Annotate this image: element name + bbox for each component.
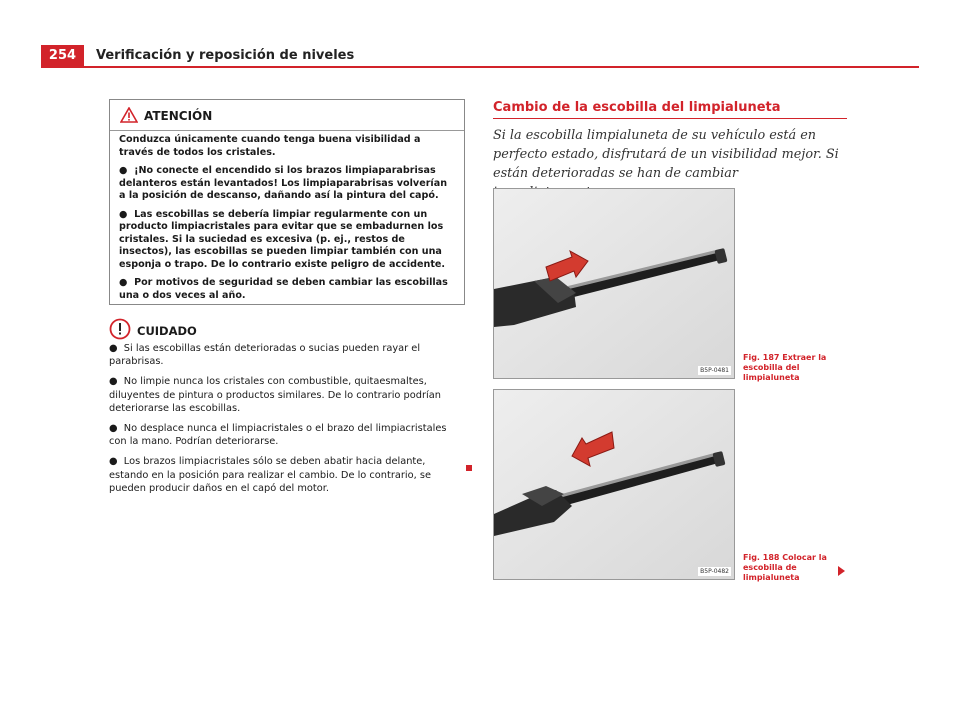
- section-rule: [493, 118, 847, 119]
- header-rule: [41, 66, 919, 68]
- list-item: ● No desplace nunca el limpiacristales o el brazo del limpiacristales con la mano. Podrían deteriorarse.: [109, 423, 447, 448]
- figure-188: [493, 389, 735, 580]
- list-item: ● ¡No conecte el encendido si los brazos limpiaparabrisas delanteros están levantados! Los limpiaparabrisas volverían a la posición de descanso, dañando así la pintura del capó.: [119, 165, 448, 201]
- section-title: Cambio de la escobilla del limpialuneta: [493, 100, 781, 115]
- warning-intro: Conduzca únicamente cuando tenga buena visibilidad a través de todos los cristales.: [119, 134, 421, 158]
- caution-title: CUIDADO: [137, 324, 197, 338]
- figure-187: [493, 188, 735, 379]
- header-title: Verificación y reposición de niveles: [96, 48, 355, 63]
- wiper-install-illustration: [494, 390, 734, 579]
- caution-exclamation-icon: [109, 318, 131, 340]
- warning-box: [109, 99, 465, 305]
- page-number: 254: [41, 45, 84, 67]
- figure-code: B5P-0481: [700, 367, 729, 374]
- wiper-removal-illustration: [494, 189, 734, 378]
- list-item: ● No limpie nunca los cristales con combustible, quitaesmaltes, diluyentes de pintura o productos similares. De lo contrario podrían deteriorarse las escobillas.: [109, 376, 441, 414]
- list-item: ● Los brazos limpiacristales sólo se deben abatir hacia delante, estando en la posición para realizar el cambio. De lo contrario, se pueden producir daños en el capó del motor.: [109, 456, 431, 494]
- caution-section: [109, 318, 465, 502]
- section-intro: Si la escobilla limpialuneta de su vehículo está en perfecto estado, disfrutará de un visibilidad mejor. Si están deterioradas se han de cambiar: [493, 128, 839, 181]
- figure-caption: Fig. 188 Colocar la escobilla de limpialuneta: [743, 553, 827, 582]
- warning-header: [110, 100, 464, 131]
- figure-code: B5P-0482: [700, 568, 729, 575]
- warning-title: ATENCIÓN: [144, 109, 213, 123]
- continue-arrow-icon: [838, 566, 845, 576]
- figure-caption: Fig. 187 Extraer la escobilla del limpialuneta: [743, 353, 827, 382]
- section-end-mark: [466, 465, 472, 471]
- list-item: ● Las escobillas se debería limpiar regularmente con un producto limpiacristales para evitar que se embadurnen los cristales. Si la suciedad es excesiva (p. ej., restos de insectos), las escobillas se pueden limpiar también con una esponja o trapo. De lo contrario existe peligro de accidente.: [119, 208, 446, 270]
- warning-triangle-icon: [120, 107, 138, 123]
- list-item: ● Si las escobillas están deterioradas o sucias pueden rayar el parabrisas.: [109, 343, 421, 368]
- list-item: ● Por motivos de seguridad se deben cambiar las escobillas una o dos veces al año.: [119, 277, 448, 301]
